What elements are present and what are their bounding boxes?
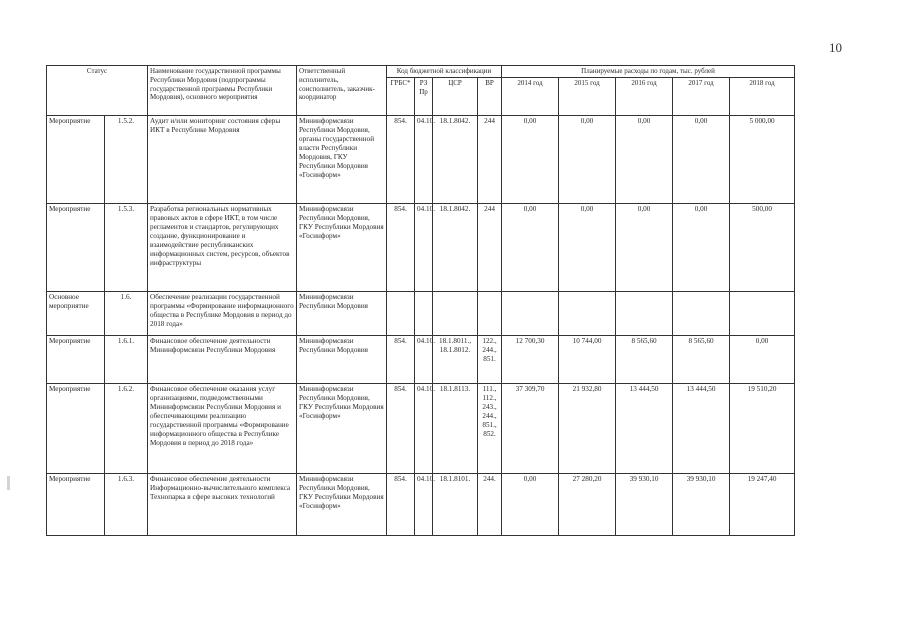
header-year-2015: 2015 год <box>559 77 616 115</box>
cell-name: Финансовое обеспечение деятельности Информационно-вычислительного комплекса Технопарка в сфере высоких технологий <box>148 473 297 535</box>
table-row <box>47 115 795 203</box>
cell-rz: 04.10. <box>415 203 433 291</box>
cell-2016: 39 930,10 <box>616 473 673 535</box>
cell-name: Аудит и/или мониторинг состояния сферы ИКТ в Республике Мордовия <box>148 115 297 203</box>
cell-csr: 18.1.8011., 18.1.8012. <box>433 335 478 383</box>
cell-2018: 500,00 <box>730 203 795 291</box>
cell-num: 1.5.2. <box>105 115 148 203</box>
cell-status: Основное мероприятие <box>47 291 105 335</box>
cell-2018: 0,00 <box>730 335 795 383</box>
cell-csr <box>433 291 478 335</box>
header-name: Наименование государственной программы Республики Мордовия (подпрограммы государственной программы Республики Мордовия), основного мероприятия <box>148 66 297 116</box>
header-budget-code: Код бюджетной классификации <box>387 66 502 78</box>
header-csr: ЦСР <box>433 77 478 115</box>
budget-table <box>46 65 795 536</box>
scan-artifact <box>7 476 10 490</box>
cell-2015 <box>559 291 616 335</box>
cell-num: 1.6. <box>105 291 148 335</box>
cell-responsible: Мининформсвязи Республики Мордовия, ГКУ Республики Мордовия «Госинформ» <box>297 473 387 535</box>
cell-vr: 122., 244., 851. <box>478 335 502 383</box>
header-year-2016: 2016 год <box>616 77 673 115</box>
cell-2016: 0,00 <box>616 115 673 203</box>
cell-name: Финансовое обеспечение деятельности Мининформсвязи Республики Мордовия <box>148 335 297 383</box>
cell-rz: 04.10. <box>415 473 433 535</box>
cell-2017: 39 930,10 <box>673 473 730 535</box>
cell-2014: 12 700,30 <box>502 335 559 383</box>
cell-2018: 5 000,00 <box>730 115 795 203</box>
cell-responsible: Мининформсвязи Республики Мордовия, ГКУ Республики Мордовия «Госинформ» <box>297 383 387 473</box>
cell-status: Мероприятие <box>47 383 105 473</box>
cell-responsible: Мининформсвязи Республики Мордовия <box>297 335 387 383</box>
cell-num: 1.6.2. <box>105 383 148 473</box>
cell-vr <box>478 291 502 335</box>
header-year-2018: 2018 год <box>730 77 795 115</box>
header-year-2017: 2017 год <box>673 77 730 115</box>
cell-2018: 19 510,20 <box>730 383 795 473</box>
header-grbs: ГРБС* <box>387 77 415 115</box>
cell-2017 <box>673 291 730 335</box>
cell-vr: 244. <box>478 473 502 535</box>
cell-vr: 244 <box>478 115 502 203</box>
cell-2016: 8 565,60 <box>616 335 673 383</box>
table-header-row <box>47 66 795 78</box>
cell-csr: 18.1.8042. <box>433 115 478 203</box>
cell-csr: 18.1.8101. <box>433 473 478 535</box>
cell-2014: 0,00 <box>502 115 559 203</box>
cell-responsible: Мининформсвязи Республики Мордовия, ГКУ Республики Мордовия «Госинформ» <box>297 203 387 291</box>
cell-csr: 18.1.8042. <box>433 203 478 291</box>
cell-grbs: 854. <box>387 115 415 203</box>
cell-grbs: 854. <box>387 203 415 291</box>
cell-vr: 111., 112., 243., 244., 851., 852. <box>478 383 502 473</box>
cell-rz <box>415 291 433 335</box>
header-status: Статус <box>47 66 148 116</box>
cell-name: Финансовое обеспечение оказания услуг организациями, подведомственными Мининформсвязи Республики Мордовия и обеспечивающими реализацию государственной программы «Формирование информационного общества в Республике Мордовия в период до 2018 года» <box>148 383 297 473</box>
cell-grbs: 854. <box>387 383 415 473</box>
cell-status: Мероприятие <box>47 335 105 383</box>
cell-2017: 8 565,60 <box>673 335 730 383</box>
cell-2015: 21 932,80 <box>559 383 616 473</box>
cell-grbs: 854. <box>387 473 415 535</box>
cell-2014: 37 309,70 <box>502 383 559 473</box>
cell-2017: 0,00 <box>673 203 730 291</box>
table-row <box>47 291 795 335</box>
cell-rz: 04.10. <box>415 335 433 383</box>
cell-2016: 13 444,50 <box>616 383 673 473</box>
cell-2015: 27 280,20 <box>559 473 616 535</box>
cell-2017: 0,00 <box>673 115 730 203</box>
header-rz-pr: РЗ Пр <box>415 77 433 115</box>
cell-name: Обеспечение реализации государственной программы «Формирование информационного общества в Республике Мордовия в период до 2018 года» <box>148 291 297 335</box>
cell-rz: 04.10. <box>415 383 433 473</box>
cell-grbs: 854. <box>387 335 415 383</box>
cell-responsible: Мининформсвязи Республики Мордовия, органы государственной власти Республики Мордовия, ГКУ Республики Мордовия «Госинформ» <box>297 115 387 203</box>
cell-2018: 19 247,40 <box>730 473 795 535</box>
header-responsible: Ответственный исполнитель, соисполнитель, заказчик-координатор <box>297 66 387 116</box>
cell-2014: 0,00 <box>502 203 559 291</box>
cell-status: Мероприятие <box>47 115 105 203</box>
cell-num: 1.6.3. <box>105 473 148 535</box>
cell-2015: 0,00 <box>559 115 616 203</box>
table-row <box>47 383 795 473</box>
cell-2016 <box>616 291 673 335</box>
header-expenses: Планируемые расходы по годам, тыс. рублей <box>502 66 795 78</box>
table-row <box>47 473 795 535</box>
header-year-2014: 2014 год <box>502 77 559 115</box>
table-row <box>47 335 795 383</box>
cell-csr: 18.1.8113. <box>433 383 478 473</box>
cell-responsible: Мининформсвязи Республики Мордовия <box>297 291 387 335</box>
header-vr: ВР <box>478 77 502 115</box>
cell-2014: 0,00 <box>502 473 559 535</box>
cell-grbs <box>387 291 415 335</box>
cell-2014 <box>502 291 559 335</box>
cell-status: Мероприятие <box>47 473 105 535</box>
cell-2015: 10 744,00 <box>559 335 616 383</box>
cell-num: 1.5.3. <box>105 203 148 291</box>
cell-vr: 244 <box>478 203 502 291</box>
cell-num: 1.6.1. <box>105 335 148 383</box>
table-row <box>47 203 795 291</box>
cell-2018 <box>730 291 795 335</box>
cell-2015: 0,00 <box>559 203 616 291</box>
cell-status: Мероприятие <box>47 203 105 291</box>
cell-2016: 0,00 <box>616 203 673 291</box>
cell-name: Разработка региональных нормативных правовых актов в сфере ИКТ, в том числе регламентов и стандартов, регулирующих создание, функционирование и взаимодействие республиканских информационных систем, ресурсов, объектов инфраструктуры <box>148 203 297 291</box>
cell-rz: 04.10. <box>415 115 433 203</box>
page-number: 10 <box>829 40 842 55</box>
cell-2017: 13 444,50 <box>673 383 730 473</box>
